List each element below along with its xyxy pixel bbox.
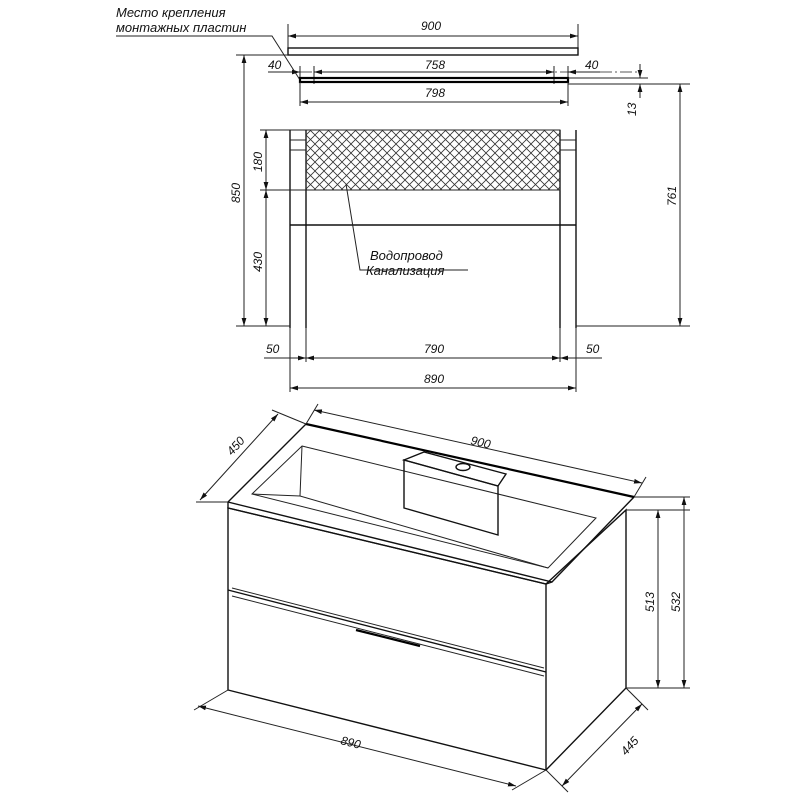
plumbing-zone-hatch xyxy=(306,130,560,190)
iso-drawer-handle xyxy=(356,630,420,646)
dim-bottom-width-value: 890 xyxy=(424,372,445,386)
dim-plate-width-value: 798 xyxy=(425,86,446,100)
dim-bottom-width xyxy=(290,372,576,388)
dim-left-margin-value: 50 xyxy=(266,342,280,356)
plumbing-note-water: Водопровод xyxy=(370,248,443,263)
iso-cabinet-front xyxy=(228,508,546,770)
mounting-note-line1: Место крепления xyxy=(116,5,226,20)
dim-lower-height-value: 430 xyxy=(251,251,265,272)
dim-plate-height-value: 13 xyxy=(625,102,639,116)
iso-countertop-back-edge xyxy=(306,424,634,497)
dim-top-width xyxy=(288,19,578,48)
dim-plate-span xyxy=(268,58,640,84)
dim-iso-depth-top xyxy=(196,410,306,502)
dim-iso-width-top-value: 900 xyxy=(469,433,492,452)
dim-iso-width-bottom-value: 890 xyxy=(339,733,363,752)
dim-top-width-value: 900 xyxy=(421,19,442,33)
dim-total-height-value: 850 xyxy=(229,182,243,203)
dim-hatch-height xyxy=(251,130,306,190)
dim-plate-right-offset: 40 xyxy=(585,58,599,72)
plumbing-note-sewer: Канализация xyxy=(366,263,445,278)
iso-faucet-block-front xyxy=(404,460,498,535)
dim-iso-width-bottom xyxy=(194,690,546,790)
dim-inner-width-value: 790 xyxy=(424,342,445,356)
dim-right-height xyxy=(576,84,690,326)
dim-lower-height xyxy=(251,190,266,326)
dim-plate-width xyxy=(300,82,568,106)
dim-hatch-height-value: 180 xyxy=(251,151,265,172)
iso-drawer-split xyxy=(228,590,546,672)
dim-plate-span-value: 758 xyxy=(425,58,446,72)
dim-iso-heights xyxy=(626,497,690,688)
countertop-slab xyxy=(288,48,578,55)
mounting-note-line2: монтажных пластин xyxy=(116,20,247,35)
dim-iso-depth-bottom-value: 445 xyxy=(617,733,642,759)
dim-plate-left-offset: 40 xyxy=(268,58,282,72)
mounting-plate xyxy=(300,78,568,82)
dim-right-height-value: 761 xyxy=(665,185,679,206)
dim-iso-height-total: 532 xyxy=(669,591,683,612)
iso-faucet-hole xyxy=(456,464,470,471)
dim-iso-depth-top-value: 450 xyxy=(223,433,248,459)
iso-cabinet-side xyxy=(546,510,626,770)
dim-iso-height-body: 513 xyxy=(643,591,657,612)
dim-iso-depth-bottom xyxy=(546,688,648,792)
isometric-view xyxy=(194,404,690,792)
dim-iso-width-top xyxy=(306,404,646,497)
front-elevation xyxy=(116,5,690,392)
dim-right-margin-value: 50 xyxy=(586,342,600,356)
